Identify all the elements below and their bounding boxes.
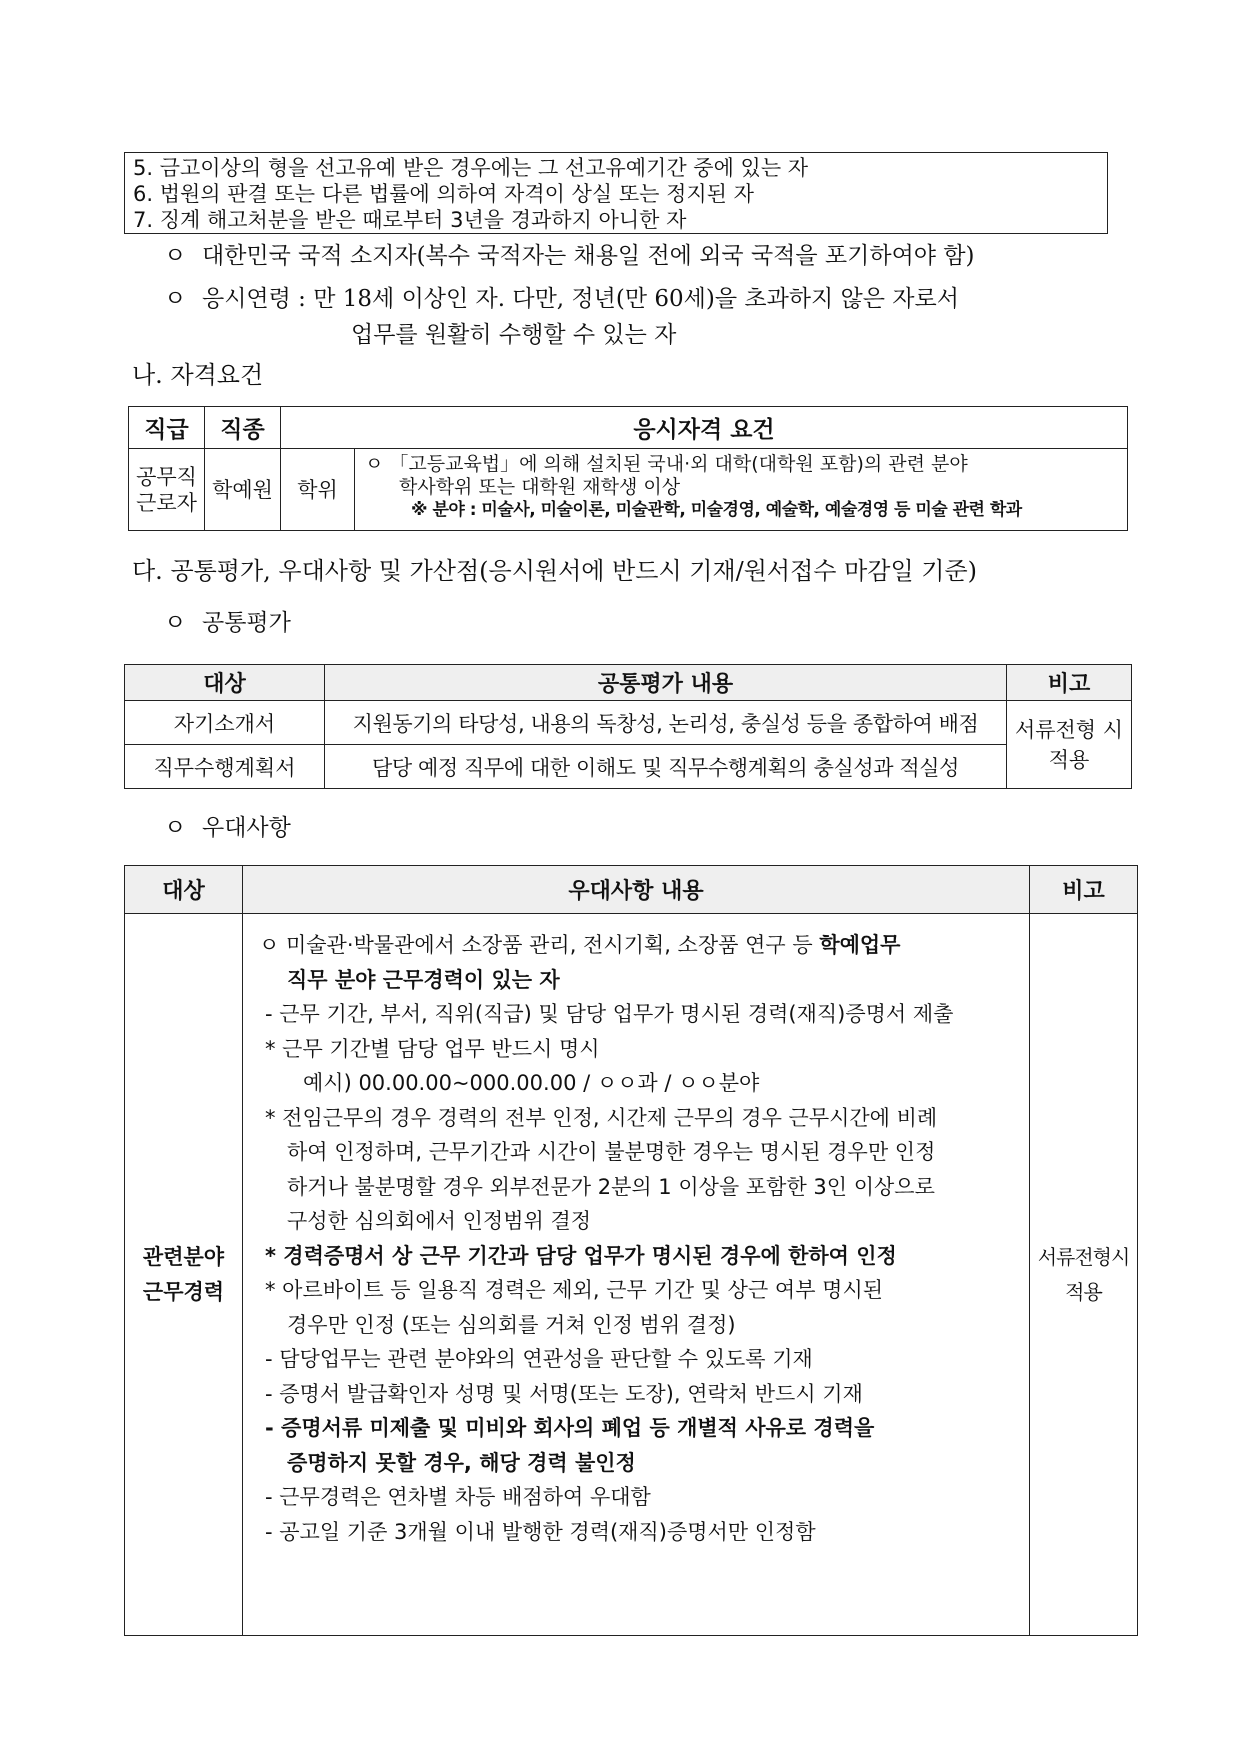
header-job: 직종 <box>205 407 281 449</box>
header-target: 대상 <box>125 866 243 914</box>
content-line: * 아르바이트 등 일용직 경력은 제외, 근무 기간 및 상근 여부 명시된 <box>265 1278 884 1302</box>
content-line: 경우만 인정 (또는 심의회를 거쳐 인정 범위 결정) <box>287 1312 736 1337</box>
content-line: 하여 인정하며, 근무기간과 시간이 불분명한 경우는 명시된 경우만 인정 <box>287 1140 936 1164</box>
cell-kind: 학위 <box>281 449 355 531</box>
header-note: 비고 <box>1007 665 1132 701</box>
cell-note: 서류전형 시 적용 <box>1007 701 1132 789</box>
content-line: ㅇ 미술관·박물관에서 소장품 관리, 전시기획, 소장품 연구 등 학예업무 <box>259 933 901 957</box>
content-line: - 근무경력은 연차별 차등 배점하여 우대함 <box>265 1485 651 1509</box>
header-content: 공통평가 내용 <box>325 665 1007 701</box>
header-target: 대상 <box>125 665 325 701</box>
content-line: - 증명서 발급확인자 성명 및 서명(또는 도장), 연락처 반드시 기재 <box>265 1381 863 1406</box>
cell-content <box>243 914 1030 1636</box>
content-line: 하거나 불분명할 경우 외부전문가 2분의 1 이상을 포함한 3인 이상으로 <box>287 1174 935 1199</box>
common-evaluation-table <box>124 664 1132 789</box>
bullet-icon: ㅇ <box>164 286 187 312</box>
content-line: 구성한 심의회에서 인정범위 결정 <box>287 1209 592 1233</box>
preference-table <box>124 865 1138 1636</box>
content-line: 증명하지 못할 경우, 해당 경력 불인정 <box>287 1450 636 1475</box>
content-line: * 경력증명서 상 근무 기간과 담당 업무가 명시된 경우에 한하여 인정 <box>265 1243 897 1268</box>
age-requirement-cont: 업무를 원활히 수행할 수 있는 자 <box>351 322 677 348</box>
cell-target: 자기소개서 <box>125 701 325 745</box>
disqualification-item: 7. 징계 해고처분을 받은 때로부터 3년을 경과하지 아니한 자 <box>133 208 687 232</box>
preference-label: ㅇ 우대사항 <box>164 815 291 841</box>
content-line: 직무 분야 근무경력이 있는 자 <box>287 967 560 992</box>
header-rank: 직급 <box>129 407 205 449</box>
bullet-icon: ㅇ <box>164 815 187 841</box>
cell-target: 직무수행계획서 <box>125 745 325 789</box>
cell-rank: 공무직 근로자 <box>129 449 205 531</box>
content-line: - 담당업무는 관련 분야와의 연관성을 판단할 수 있도록 기재 <box>265 1347 813 1371</box>
cell-content: 담당 예정 직무에 대한 이해도 및 직무수행계획의 충실성과 적실성 <box>325 745 1007 789</box>
bullet-icon: ㅇ <box>164 610 187 636</box>
section-heading-qualification: 나. 자격요건 <box>132 361 264 389</box>
disqualification-item: 5. 금고이상의 형을 선고유예 받은 경우에는 그 선고유예기간 중에 있는 자 <box>133 156 809 180</box>
nationality-requirement: ㅇ 대한민국 국적 소지자(복수 국적자는 채용일 전에 외국 국적을 포기하여야 함) <box>164 243 975 269</box>
cell-note: 서류전형시 적용 <box>1030 914 1138 1636</box>
common-eval-label: ㅇ 공통평가 <box>164 610 291 636</box>
content-line: 예시) 00.00.00~000.00.00 / ㅇㅇ과 / ㅇㅇ분야 <box>303 1071 760 1095</box>
header-content: 우대사항 내용 <box>243 866 1030 914</box>
cell-requirement: ㅇ 「고등교육법」에 의해 설치된 국내·외 대학(대학원 포함)의 관련 분야 학사학위 또는 대학원 재학생 이상 ※ 분야 : 미술사, 미술이론, 미술관학, 미술경영, 예술학, 예술경영 등 미술 관련 학과 <box>355 449 1128 531</box>
requirement-note: ※ 분야 : 미술사, 미술이론, 미술관학, 미술경영, 예술학, 예술경영 등 미술 관련 학과 <box>411 500 1022 520</box>
content-line: - 근무 기간, 부서, 직위(직급) 및 담당 업무가 명시된 경력(재직)증명서 제출 <box>265 1002 954 1026</box>
age-requirement: ㅇ 응시연령 : 만 18세 이상인 자. 다만, 정년(만 60세)을 초과하지 않은 자로서 <box>164 286 959 312</box>
disqualification-box <box>124 152 1108 234</box>
header-requirement: 응시자격 요건 <box>281 407 1128 449</box>
cell-job: 학예원 <box>205 449 281 531</box>
content-line: * 전임근무의 경우 경력의 전부 인정, 시간제 근무의 경우 근무시간에 비례 <box>265 1105 938 1130</box>
qualification-table <box>128 406 1128 531</box>
content-line: * 근무 기간별 담당 업무 반드시 명시 <box>265 1036 600 1061</box>
cell-content: 지원동기의 타당성, 내용의 독창성, 논리성, 충실성 등을 종합하여 배점 <box>325 701 1007 745</box>
header-note: 비고 <box>1030 866 1138 914</box>
section-heading-evaluation: 다. 공통평가, 우대사항 및 가산점(응시원서에 반드시 기재/원서접수 마감일 기준) <box>132 557 977 585</box>
disqualification-item: 6. 법원의 판결 또는 다른 법률에 의하여 자격이 상실 또는 정지된 자 <box>133 182 754 206</box>
content-line: - 공고일 기준 3개월 이내 발행한 경력(재직)증명서만 인정함 <box>265 1519 816 1544</box>
cell-target: 관련분야 근무경력 <box>125 914 243 1636</box>
bullet-icon: ㅇ <box>164 243 187 269</box>
content-line: - 증명서류 미제출 및 미비와 회사의 폐업 등 개별적 사유로 경력을 <box>265 1416 875 1440</box>
